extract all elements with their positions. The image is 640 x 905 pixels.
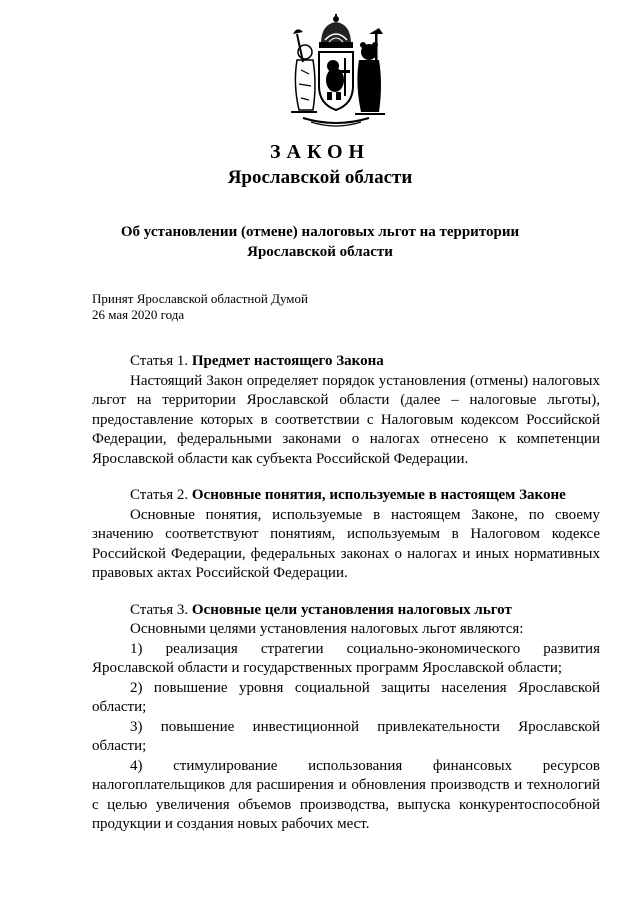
shield-icon <box>319 52 353 110</box>
article-number: Статья 2. <box>130 487 189 503</box>
list-item: 2) повышение уровня социальной защиты населения Ярославской области; <box>92 679 600 715</box>
document-region: Ярославской области <box>227 167 413 188</box>
article-paragraph: Настоящий Закон определяет порядок установления (отмены) налоговых льгот на территории Ярославской области (далее – налоговые льготы), предоставление которых в соответствии с Налоговым кодексом Российской Федерации, федеральными законами о налогах отнесено к компетенции Ярославской области как субъекта Российской Федерации. <box>92 372 600 467</box>
document-body <box>92 352 600 852</box>
coat-of-arms-icon <box>283 14 389 132</box>
article-title: Основные понятия, используемые в настоящем Законе <box>191 487 566 503</box>
right-supporter-icon <box>355 28 385 114</box>
article-title: Предмет настоящего Закона <box>191 353 384 369</box>
article-heading <box>92 486 600 506</box>
law-name: Об установлении (отмене) налоговых льгот на территории Ярославской области <box>120 224 520 260</box>
adoption-note <box>92 291 308 323</box>
article-paragraph: Основными целями установления налоговых льгот являются: <box>130 621 524 637</box>
adoption-date: 26 мая 2020 года <box>92 307 185 322</box>
list-item: 4) стимулирование использования финансовых ресурсов налогоплательщиков для расширения и обновления производств и технологий с целью увеличения объемов производства, выпуска конкурентоспособной продукции и создания новых рабочих мест. <box>92 757 600 832</box>
article-3 <box>92 601 600 835</box>
article-heading <box>92 601 600 621</box>
article-number: Статья 3. <box>130 601 189 618</box>
crown-icon <box>319 14 353 48</box>
article-2 <box>92 486 600 584</box>
article-title: Основные цели установления налоговых льгот <box>191 601 512 618</box>
article-paragraph: Основные понятия, используемые в настоящем Законе, по своему значению соответствуют понятиям, используемым в Налоговом кодексе Российской Федерации, федеральных законах о налогах и иных нормативных правовых актах Российской Федерации. <box>92 506 600 581</box>
adoption-body: Принят Ярославской областной Думой <box>92 291 308 306</box>
article-heading <box>92 352 600 372</box>
left-supporter-icon <box>291 29 317 112</box>
document-title: ЗАКОН <box>269 141 371 163</box>
list-item: 3) повышение инвестиционной привлекательности Ярославской области; <box>92 718 600 754</box>
article-number: Статья 1. <box>130 353 189 369</box>
list-item: 1) реализация стратегии социально-экономического развития Ярославской области и государственных программ Ярославской области; <box>92 640 600 676</box>
article-1 <box>92 352 600 469</box>
